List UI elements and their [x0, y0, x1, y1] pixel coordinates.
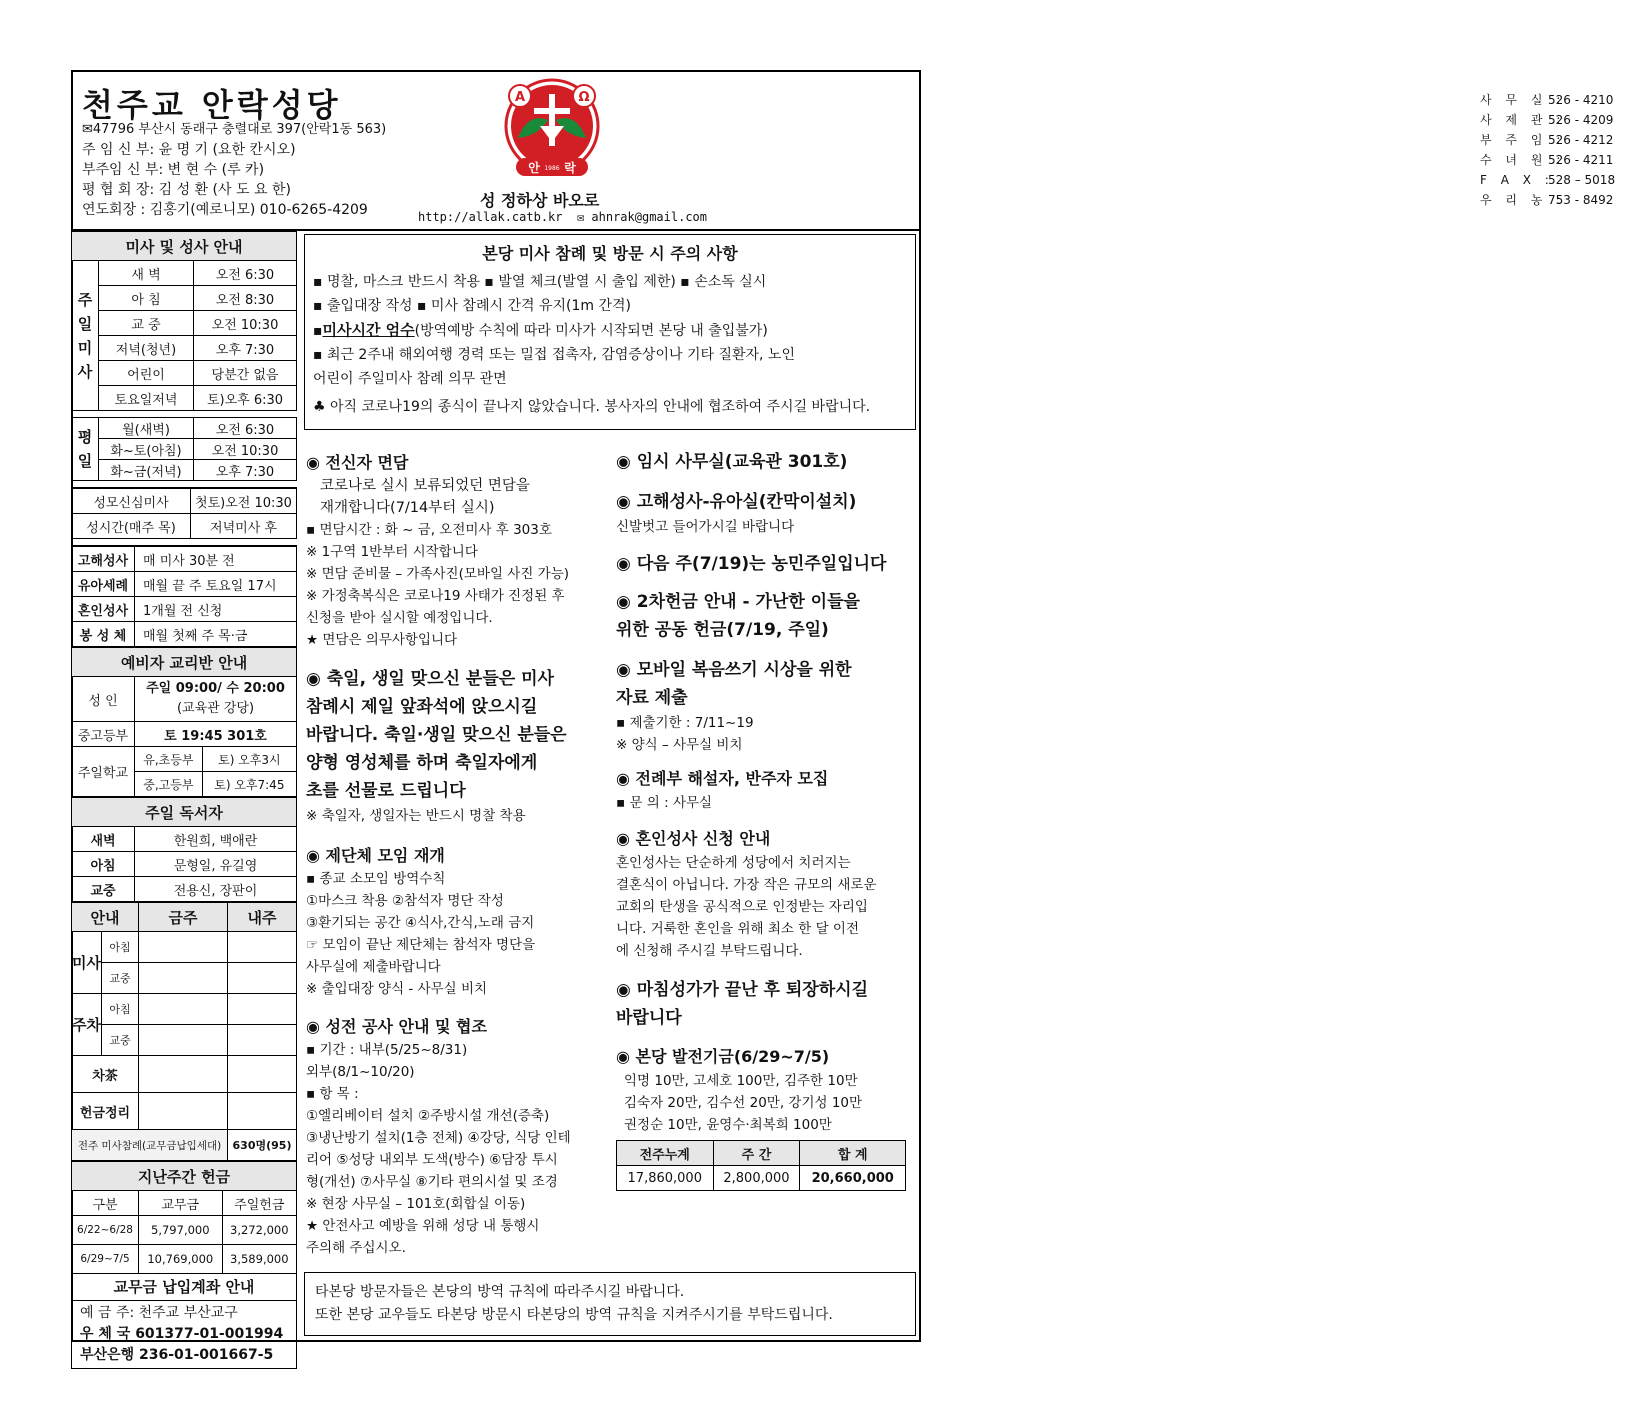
catechumen-head: 예비자 교리반 안내 — [72, 648, 297, 677]
article-line: 위한 공동 헌금(7/19, 주일) — [616, 620, 829, 640]
article-line: ※ 1구역 1반부터 시작합니다 — [306, 544, 478, 560]
mass-name: 화~금(저녁) — [99, 460, 194, 481]
phone-row: 부 주 임 :526 - 4212 — [1480, 133, 1614, 147]
attendance-label: 전주 미사참례(교무금납입세대) — [72, 1130, 228, 1161]
weekly-cell: 5,797,000 — [139, 1216, 223, 1245]
account-box — [71, 1274, 297, 1369]
phone-row: 사 무 실 :526 - 4210 — [1480, 93, 1614, 107]
article-line: ※ 가정축복식은 코로나19 사태가 진정된 후 — [306, 588, 565, 604]
article-line: ※ 축일자, 생일자는 반드시 명찰 착용 — [306, 808, 526, 824]
mass-time: 오전 6:30 — [194, 261, 297, 286]
article-line: 재개합니다(7/14부터 실시) — [320, 500, 495, 516]
adult-info: 주일 09:00/ 수 20:00 (교육관 강당) — [135, 677, 297, 722]
article-line: ▪ 문 의 : 사무실 — [616, 795, 713, 811]
article-line: ▪ 기간 : 내부(5/25~8/31) — [306, 1042, 468, 1058]
guide-parking-label: 주차 — [72, 994, 102, 1056]
readers-table — [71, 797, 297, 902]
article-title: ◉ 마침성가가 끝난 후 퇴장하시길 — [616, 980, 868, 1000]
mass-time: 오전 10:30 — [194, 439, 297, 460]
weekly-offering-table — [71, 1161, 297, 1274]
phone-row: 사 제 관 :526 - 4209 — [1480, 113, 1614, 127]
article-title: ◉ 전례부 해설자, 반주자 모집 — [616, 769, 829, 788]
mass-name: 새 벽 — [99, 261, 194, 286]
mass-schedule-table — [71, 231, 297, 488]
school-time: 토) 오후3시 — [202, 747, 296, 772]
council-line: 평 협 회 장: 김 성 환 (사 도 요 한) — [82, 182, 291, 198]
right-column — [616, 448, 916, 1191]
fund-value: 17,860,000 — [617, 1166, 714, 1191]
visitor-notice-box — [304, 1272, 916, 1336]
account-line: 부산은행 236-01-001667-5 — [80, 1347, 274, 1363]
article-line: 자료 제출 — [616, 688, 688, 708]
account-line: 예 금 주: 천주교 부산교구 — [80, 1305, 238, 1321]
parish-logo — [498, 76, 606, 186]
article-line: ※ 양식 – 사무실 비치 — [616, 737, 743, 753]
assistant-line: 부주임 신 부: 변 현 수 (루 카) — [82, 162, 265, 178]
special-name: 성모신심미사 — [72, 489, 191, 514]
middle-column — [306, 450, 606, 1259]
article-title: ◉ 본당 발전기금(6/29~7/5) — [616, 1047, 830, 1066]
phone-list — [740, 90, 1616, 210]
reader-names: 문형일, 유길영 — [135, 852, 297, 877]
address: ✉47796 부산시 동래구 충렬대로 397(안락1동 563) — [82, 122, 387, 137]
article-line: 주의해 주십시오. — [306, 1240, 406, 1256]
mass-time: 오후 7:30 — [194, 460, 297, 481]
school-time: 토) 오후7:45 — [202, 772, 296, 797]
account-head: 교무금 납입계좌 안내 — [72, 1274, 296, 1301]
weekly-cell: 3,589,000 — [222, 1245, 296, 1274]
article-title: ◉ 고해성사-유아실(칸막이설치) — [616, 492, 857, 512]
article-line: ※ 현장 사무실 – 101호(회합실 이동) — [306, 1196, 526, 1212]
article-line: 신발벗고 들어가시길 바랍니다 — [616, 519, 795, 535]
article-line: ①엘리베이터 설치 ②주방시설 개선(증축) — [306, 1108, 550, 1124]
notice-row: ♣ 아직 코로나19의 종식이 끝나지 않았습니다. 봉사자의 안내에 협조하여 주시길 바랍니다. — [313, 399, 871, 415]
weekly-col: 구분 — [72, 1191, 139, 1216]
article-title: ◉ 축일, 생일 맞으신 분들은 미사 — [306, 669, 554, 689]
phone-row: 우 리 농 :753 - 8492 — [1480, 193, 1614, 207]
notice-title: 본당 미사 참례 및 방문 시 주의 사항 — [482, 244, 738, 263]
attendance-value: 630명(95) — [228, 1130, 297, 1161]
guide-sub: 교중 — [101, 963, 138, 994]
weekly-cell: 10,769,000 — [139, 1245, 223, 1274]
article-line: 바랍니다. 축일·생일 맞으신 분들은 — [306, 725, 567, 745]
special-time: 저녁미사 후 — [191, 514, 297, 539]
sacrament-table — [71, 546, 297, 647]
left-column — [71, 231, 297, 1363]
contact-line — [418, 210, 707, 224]
article-line: ※ 면담 준비물 – 가족사진(모바일 사진 가능) — [306, 566, 569, 582]
weekday-mass-label: 평 일 — [72, 418, 99, 481]
school-group: 유,초등부 — [135, 747, 203, 772]
article-title: ◉ 2차헌금 안내 - 가난한 이들을 — [616, 592, 860, 612]
weekly-head: 지난주간 헌금 — [72, 1162, 297, 1191]
article-line: ▪ 면담시간 : 화 ~ 금, 오전미사 후 303호 — [306, 522, 552, 538]
article-title: ◉ 임시 사무실(교육관 301호) — [616, 452, 848, 472]
mass-name: 토요일저녁 — [99, 386, 194, 411]
guide-col-head: 내주 — [228, 903, 297, 932]
article-line: 코로나로 실시 보류되었던 면담을 — [320, 478, 530, 494]
youth-info: 토 19:45 301호 — [135, 722, 297, 747]
article-line: ③냉난방기 설치(1층 전체) ④강당, 식당 인테 — [306, 1130, 571, 1146]
mass-time: 오전 10:30 — [194, 311, 297, 336]
article-title: ◉ 제단체 모임 재개 — [306, 846, 445, 865]
guide-col-head: 안내 — [72, 903, 139, 932]
article-line: ③환기되는 공간 ④식사,간식,노래 금지 — [306, 915, 535, 931]
youth-label: 중고등부 — [72, 722, 135, 747]
article-title: ◉ 전신자 면담 — [306, 453, 409, 472]
weekly-col: 주일헌금 — [222, 1191, 296, 1216]
sacrament-name: 혼인성사 — [72, 597, 135, 622]
website-link[interactable]: http://allak.catb.kr — [418, 210, 563, 224]
svg-text:Ω: Ω — [578, 90, 590, 105]
article-line: 교회의 탄생을 공식적으로 인정받는 자리입 — [616, 899, 868, 915]
article-line: ☞ 모임이 끝난 제단체는 참석자 명단을 — [306, 937, 536, 953]
offering-clean-label: 헌금정리 — [72, 1093, 139, 1130]
reader-mass: 아침 — [72, 852, 135, 877]
sacrament-name: 고해성사 — [72, 547, 135, 572]
notice-row: 어린이 주일미사 참례 의무 관면 — [313, 371, 507, 387]
article-line: 에 신청해 주시길 부탁드립니다. — [616, 943, 803, 959]
mass-name: 저녁(청년) — [99, 336, 194, 361]
guide-mass-label: 미사 — [72, 932, 102, 994]
fund-total-table — [616, 1140, 906, 1191]
account-line: 우 체 국 601377-01-001994 — [80, 1326, 284, 1342]
article-line: 바랍니다 — [616, 1008, 682, 1028]
guide-table — [71, 902, 297, 1161]
fund-col: 전주누계 — [617, 1141, 714, 1166]
email-link[interactable]: ✉ ahnrak@gmail.com — [576, 210, 707, 224]
article-line: 혼인성사는 단순하게 성당에서 치러지는 — [616, 855, 851, 871]
guide-sub: 아침 — [101, 932, 138, 963]
article-line: ※ 출입대장 양식 - 사무실 비치 — [306, 981, 488, 997]
article-line: 익명 10만, 고세호 100만, 김주한 10만 — [624, 1073, 858, 1089]
mass-time: 당분간 없음 — [194, 361, 297, 386]
reader-mass: 교중 — [72, 877, 135, 902]
guide-sub: 교중 — [101, 1025, 138, 1056]
article-line: 신청을 받아 실시할 예정입니다. — [306, 610, 493, 626]
article-line: 초를 선물로 드립니다 — [306, 781, 466, 801]
pastor-line: 주 임 신 부: 윤 명 기 (요한 칸시오) — [82, 142, 296, 158]
svg-text:안: 안 — [528, 161, 540, 175]
article-line: ▪ 제출기한 : 7/11~19 — [616, 715, 754, 731]
parish-title: 천주교 안락성당 — [82, 86, 342, 124]
article-line: 니다. 거룩한 혼인을 위해 최소 한 달 이전 — [616, 921, 859, 937]
visitor-notice-line: 또한 본당 교우들도 타본당 방문시 타본당의 방역 규칙을 지켜주시기를 부탁드립니다. — [315, 1307, 833, 1323]
article-title: ◉ 혼인성사 신청 안내 — [616, 829, 771, 848]
mass-name: 월(새벽) — [99, 418, 194, 439]
article-line: ▪ 종교 소모임 방역수칙 — [306, 871, 446, 887]
article-line: 김숙자 20만, 김수선 20만, 강기성 10만 — [624, 1095, 863, 1111]
svg-text:락: 락 — [564, 161, 576, 175]
tea-label: 차茶 — [72, 1056, 139, 1093]
article-line: 참례시 제일 앞좌석에 앉으시길 — [306, 697, 538, 717]
mass-name: 교 중 — [99, 311, 194, 336]
notice-row: ▪ 출입대장 작성 ▪ 미사 참례시 간격 유지(1m 간격) — [313, 298, 631, 314]
notice-row: ▪미사시간 엄수(방역예방 수칙에 따라 미사가 시작되면 본당 내 출입불가) — [313, 321, 768, 339]
weekly-col: 교무금 — [139, 1191, 223, 1216]
reader-mass: 새벽 — [72, 827, 135, 852]
sacrament-info: 매월 첫째 주 목·금 — [135, 622, 297, 647]
article-line: 리어 ⑤성당 내외부 도색(방수) ⑥담장 투시 — [306, 1152, 558, 1168]
weekly-cell: 6/22~6/28 — [72, 1216, 139, 1245]
sacrament-name: 봉 성 체 — [72, 622, 135, 647]
covid-notice-box — [304, 234, 916, 430]
article-title: ◉ 성전 공사 안내 및 협조 — [306, 1017, 487, 1036]
article-line: 사무실에 제출바랍니다 — [306, 959, 441, 975]
article-line: 외부(8/1~10/20) — [306, 1064, 415, 1080]
reader-names: 한원희, 백애란 — [135, 827, 297, 852]
article-line: ①마스크 착용 ②참석자 명단 작성 — [306, 893, 504, 909]
weekly-cell: 3,272,000 — [222, 1216, 296, 1245]
sacrament-name: 유아세례 — [72, 572, 135, 597]
reader-names: 전용신, 장판이 — [135, 877, 297, 902]
mass-time: 토)오후 6:30 — [194, 386, 297, 411]
fund-col: 합 계 — [800, 1141, 906, 1166]
sacrament-info: 매월 끝 주 토요일 17시 — [135, 572, 297, 597]
school-group: 중,고등부 — [135, 772, 203, 797]
article-line: 권정순 10만, 윤영수·최복희 100만 — [624, 1117, 832, 1133]
motto: 성 정하상 바오로 — [480, 191, 600, 210]
article-line: 양형 영성체를 하며 축일자에게 — [306, 753, 538, 773]
fund-value: 20,660,000 — [800, 1166, 906, 1191]
article-line: ★ 면담은 의무사항입니다 — [306, 632, 458, 648]
mass-time: 오전 6:30 — [194, 418, 297, 439]
guide-col-head: 금주 — [138, 903, 227, 932]
notice-row: ▪ 최근 2주내 해외여행 경력 또는 밀접 접촉자, 감염증상이나 기타 질환자, 노인 — [313, 347, 795, 363]
mass-time: 오후 7:30 — [194, 336, 297, 361]
mass-time: 오전 8:30 — [194, 286, 297, 311]
notice-row: ▪ 명찰, 마스크 반드시 착용 ▪ 발열 체크(발열 시 출입 제한) ▪ 손소독 실시 — [313, 274, 767, 290]
article-line: ★ 안전사고 예방을 위해 성당 내 통행시 — [306, 1218, 540, 1234]
mass-head: 미사 및 성사 안내 — [72, 232, 297, 261]
visitor-notice-line: 타본당 방문자들은 본당의 방역 규칙에 따라주시길 바랍니다. — [315, 1284, 685, 1300]
mass-name: 화~토(아침) — [99, 439, 194, 460]
guide-sub: 아침 — [101, 994, 138, 1025]
special-time: 첫토)오전 10:30 — [191, 489, 297, 514]
svg-text:A: A — [514, 90, 526, 105]
yeondo-line: 연도회장 : 김홍기(예로니모) 010-6265-4209 — [82, 202, 368, 218]
svg-text:1986: 1986 — [544, 165, 560, 172]
special-mass-table — [71, 488, 297, 546]
readers-head: 주일 독서자 — [72, 798, 297, 827]
phone-row: 수 녀 원 :526 - 4211 — [1480, 153, 1614, 167]
weekly-cell: 6/29~7/5 — [72, 1245, 139, 1274]
article-line: 결혼식이 아닙니다. 가장 작은 규모의 새로운 — [616, 877, 877, 893]
phone-row: F A X :528 – 5018 — [1480, 173, 1616, 187]
sunday-school-label: 주일학교 — [72, 747, 135, 797]
fund-col: 주 간 — [713, 1141, 800, 1166]
article-line: 형(개선) ⑦사무실 ⑧기타 편의시설 및 조경 — [306, 1174, 558, 1190]
fund-value: 2,800,000 — [713, 1166, 800, 1191]
article-title: ◉ 다음 주(7/19)는 농민주일입니다 — [616, 554, 887, 574]
article-title: ◉ 모바일 복음쓰기 시상을 위한 — [616, 660, 852, 680]
sunday-mass-label: 주 일 미 사 — [72, 261, 99, 411]
sacrament-info: 1개월 전 신청 — [135, 597, 297, 622]
article-line: ▪ 항 목 : — [306, 1086, 359, 1102]
mass-name: 어린이 — [99, 361, 194, 386]
special-name: 성시간(매주 목) — [72, 514, 191, 539]
catechumen-table — [71, 647, 297, 797]
mass-name: 아 침 — [99, 286, 194, 311]
adult-label: 성 인 — [72, 677, 135, 722]
sacrament-info: 매 미사 30분 전 — [135, 547, 297, 572]
